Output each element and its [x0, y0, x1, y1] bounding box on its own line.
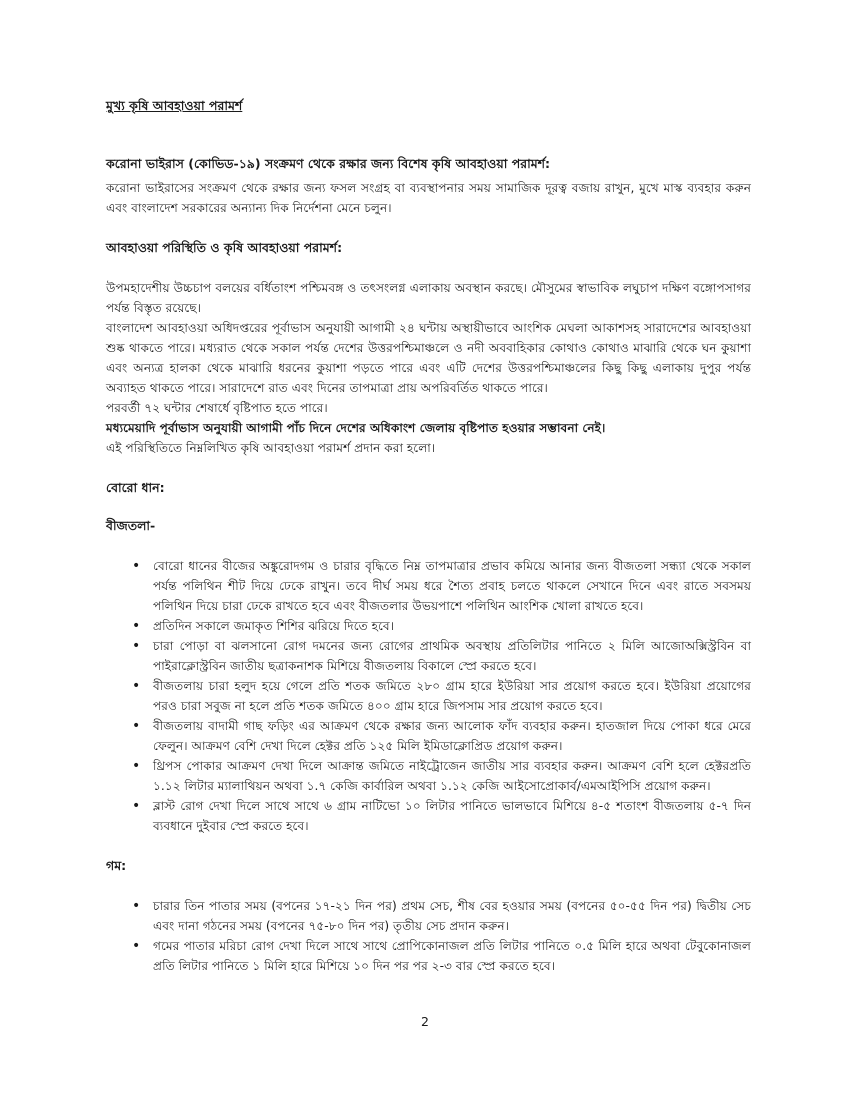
main-title: মুখ্য কৃষি আবহাওয়া পরামর্শ [106, 98, 243, 113]
boro-bullet-list [106, 556, 751, 836]
list-item: • চারা পোড়া বা ঝলসানো রোগ দমনের জন্য রোগের প্রাথমিক অবস্থায় প্রতিলিটার পানিতে ২ মিলি আজোঅক্সিস্ট্রবিন বা পাইরাক্লোস্ট্রবিন জাতীয় ছত্রাকনাশক মিশিয়ে বীজতলায় বিকালে স্প্রে করতে হবে। [153, 636, 751, 676]
covid-paragraph: করোনা ভাইরাসের সংক্রমণ থেকে রক্ষার জন্য ফসল সংগ্রহ বা ব্যবস্থাপনার সময় সামাজিক দূরত্ব বজায় রাখুন, মুখে মাস্ক ব্যবহার করুন এবং বাংলাদেশ সরকারের অন্যান্য দিক নির্দেশনা মেনে চলুন। [106, 181, 751, 215]
list-item: • প্রতিদিন সকালে জমাকৃত শিশির ঝরিয়ে দিতে হবে। [153, 616, 751, 636]
wheat-bullet-list [106, 896, 751, 976]
wheat-section-title: গম: [106, 858, 127, 873]
list-item: • বীজতলায় চারা হলুদ হয়ে গেলে প্রতি শতক জমিতে ২৮০ গ্রাম হারে ইউরিয়া সার প্রয়োগ করতে হবে। ইউরিয়া প্রয়োগের পরও চারা সবুজ না হলে প্রতি শতক জমিতে ৪০০ গ্রাম হারে জিপসাম সার প্রয়োগ করতে হবে। [153, 676, 751, 716]
boro-subtitle: বীজতলা- [106, 518, 156, 533]
list-item: • বীজতলায় বাদামী গাছ ফড়িং এর আক্রমণ থেকে রক্ষার জন্য আলোক ফাঁদ ব্যবহার করুন। হাতজাল দিয়ে পোকা ধরে মেরে ফেলুন। আক্রমণ বেশি দেখা দিলে হেক্টর প্রতি ১২৫ মিলি ইমিডাক্লোপ্রিড প্রয়োগ করুন। [153, 716, 751, 756]
boro-section-title: বোরো ধান: [106, 480, 165, 495]
weather-paragraph-1: উপমহাদেশীয় উচ্চচাপ বলয়ের বর্ধিতাংশ পশ্চিমবঙ্গ ও তৎসংলগ্ন এলাকায় অবস্থান করছে। মৌসুমের স্বাভাবিক লঘুচাপ দক্ষিণ বঙ্গোপসাগর পর্যন্ত বিস্তৃত রয়েছে। [106, 281, 751, 315]
weather-paragraph-4: মধ্যমেয়াদি পূর্বাভাস অনুযায়ী আগামী পাঁচ দিনে দেশের অধিকাংশ জেলায় বৃষ্টিপাত হওয়ার সম্ভাবনা নেই। [106, 421, 606, 435]
weather-paragraph-5: এই পরিস্থিতিতে নিম্নলিখিত কৃষি আবহাওয়া পরামর্শ প্রদান করা হলো। [106, 441, 436, 455]
list-item: • চারার তিন পাতার সময় (বপনের ১৭-২১ দিন পর) প্রথম সেচ, শীষ বের হওয়ার সময় (বপনের ৫০-৫৫ দিন পর) দ্বিতীয় সেচ এবং দানা গঠনের সময় (বপনের ৭৫-৮০ দিন পর) তৃতীয় সেচ প্রদান করুন। [153, 896, 751, 936]
list-item: • গমের পাতার মরিচা রোগ দেখা দিলে সাথে সাথে প্রোপিকোনাজল প্রতি লিটার পানিতে ০.৫ মিলি হারে অথবা টেবুকোনাজল প্রতি লিটার পানিতে ১ মিলি হারে মিশিয়ে ১০ দিন পর পর ২-৩ বার স্প্রে করতে হবে। [153, 936, 751, 976]
list-item: • বোরো ধানের বীজের অঙ্কুরোদগম ও চারার বৃদ্ধিতে নিম্ন তাপমাত্রার প্রভাব কমিয়ে আনার জন্য বীজতলা সন্ধ্যা থেকে সকাল পর্যন্ত পলিথিন শীট দিয়ে ঢেকে রাখুন। তবে দীর্ঘ সময় ধরে শৈত্য প্রবাহ চলতে থাকলে সেখানে দিনে এবং রাতে সবসময় পলিথিন দিয়ে চারা ঢেকে রাখতে হবে এবং বীজতলার উভয়পাশে পলিথিন আংশিক খোলা রাখতে হবে। [153, 556, 751, 616]
covid-section-title: করোনা ভাইরাস (কোভিড-১৯) সংক্রমণ থেকে রক্ষার জন্য বিশেষ কৃষি আবহাওয়া পরামর্শ: [106, 156, 551, 171]
weather-paragraph-2: বাংলাদেশ আবহাওয়া অধিদপ্তরের পূর্বাভাস অনুযায়ী আগামী ২৪ ঘন্টায় অস্থায়ীভাবে আংশিক মেঘলা আকাশসহ সারাদেশের আবহাওয়া শুষ্ক থাকতে পারে। মধ্যরাত থেকে সকাল পর্যন্ত দেশের উত্তরপশ্চিমাঞ্চলে ও নদী অববাহিকার কোথাও কোথাও মাঝারি থেকে ঘন কুয়াশা এবং অন্যত্র হালকা থেকে মাঝারি ধরনের কুয়াশা পড়তে পারে এবং এটি দেশের উত্তরপশ্চিমাঞ্চলের কিছু কিছু এলাকায় দুপুর পর্যন্ত অব্যাহত থাকতে পারে। সারাদেশে রাত এবং দিনের তাপমাত্রা প্রায় অপরিবর্তিত থাকতে পারে। [106, 321, 751, 395]
page-number: 2 [421, 1014, 429, 1029]
list-item: • থ্রিপস পোকার আক্রমণ দেখা দিলে আক্রান্ত জমিতে নাইট্রোজেন জাতীয় সার ব্যবহার করুন। আক্রমণ বেশি হলে হেক্টরপ্রতি ১.১২ লিটার ম্যালাথিয়ন অথবা ১.৭ কেজি কার্বারিল অথবা ১.১২ কেজি আইসোপ্রোকার্ব/এমআইপিসি প্রয়োগ করুন। [153, 756, 751, 796]
weather-paragraph-3: পরবর্তী ৭২ ঘন্টার শেষার্ধে বৃষ্টিপাত হতে পারে। [106, 401, 328, 415]
document-page [106, 98, 751, 976]
list-item: • ব্লাস্ট রোগ দেখা দিলে সাথে সাথে ৬ গ্রাম নাটিভো ১০ লিটার পানিতে ভালভাবে মিশিয়ে ৪-৫ শতাংশ বীজতলায় ৫-৭ দিন ব্যবধানে দুইবার স্প্রে করতে হবে। [153, 796, 751, 836]
weather-section-title: আবহাওয়া পরিস্থিতি ও কৃষি আবহাওয়া পরামর্শ: [106, 240, 343, 255]
